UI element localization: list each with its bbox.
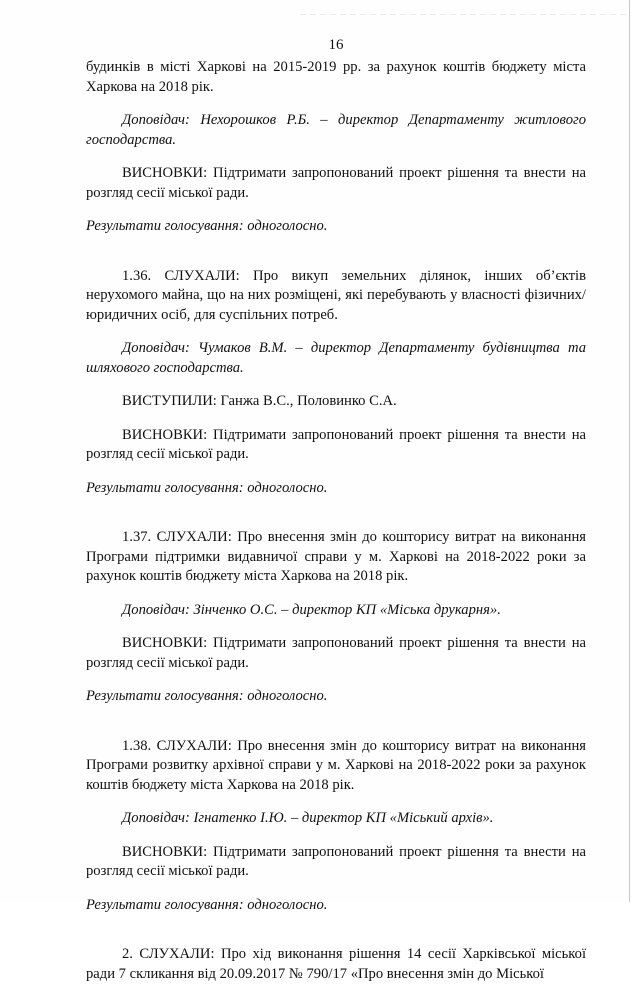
item-138-speaker: Доповідач: Ігнатенко І.Ю. – директор КП «Міський архів».	[122, 810, 494, 826]
item-137-speaker: Доповідач: Зінченко О.С. – директор КП «Міська друкарня».	[122, 601, 501, 618]
intro-vote: Результати голосування: одноголосно.	[86, 218, 328, 234]
item-136-speakers-out: ВИСТУПИЛИ: Ганжа В.С., Половинко С.А.	[122, 393, 397, 409]
item-138-heard: 1.38. СЛУХАЛИ: Про внесення змін до кошторису витрат на виконання Програми розвитку архівної справи у м. Харкові на 2018-2022 роки за рахунок коштів бюджету міста Харкова на 2018 рік.	[86, 737, 586, 793]
intro-speaker: Доповідач: Нехорошков Р.Б. – директор Департаменту житлового господарства.	[86, 112, 586, 148]
intro-text: будинків в місті Харкові на 2015-2019 рр. за рахунок коштів бюджету міста Харкова на 2018 рік.	[86, 59, 586, 95]
item-136-conclusion: ВИСНОВКИ: Підтримати запропонований проект рішення та внести на розгляд сесії міської ради.	[86, 426, 586, 462]
item-136-vote: Результати голосування: одноголосно.	[86, 479, 328, 496]
item-137-conclusion: ВИСНОВКИ: Підтримати запропонований проект рішення та внести на розгляд сесії міської ради.	[86, 635, 586, 671]
item-136-heard: 1.36. СЛУХАЛИ: Про викуп земельних ділянок, інших об’єктів нерухомого майна, що на них розміщені, які перебувають у власності фізичних/юридичних осіб, для суспільних потреб.	[86, 267, 586, 323]
item-136-speaker: Доповідач: Чумаков В.М. – директор Департаменту будівництва та шляхового господарства.	[86, 340, 586, 376]
document-body	[86, 58, 586, 984]
scan-edge-top	[300, 14, 630, 15]
page-number: 16	[328, 37, 344, 53]
item-138-conclusion: ВИСНОВКИ: Підтримати запропонований проект рішення та внести на розгляд сесії міської ради.	[86, 843, 586, 879]
item-137-vote: Результати голосування: одноголосно.	[86, 688, 328, 704]
item-137-heard: 1.37. СЛУХАЛИ: Про внесення змін до кошторису витрат на виконання Програми підтримки видавничої справи у м. Харкові на 2018-2022 роки за рахунок коштів бюджету міста Харкова на 2018 рік.	[86, 529, 586, 584]
item-138-vote: Результати голосування: одноголосно.	[86, 896, 328, 913]
scan-edge-right	[629, 0, 630, 902]
intro-conclusion: ВИСНОВКИ: Підтримати запропонований проект рішення та внести на розгляд сесії міської ради.	[86, 165, 586, 201]
item-2-heard: 2. СЛУХАЛИ: Про хід виконання рішення 14 сесії Харківської міської ради 7 скликання від 20.09.2017 № 790/17 «Про внесення змін до Міської	[86, 946, 586, 982]
